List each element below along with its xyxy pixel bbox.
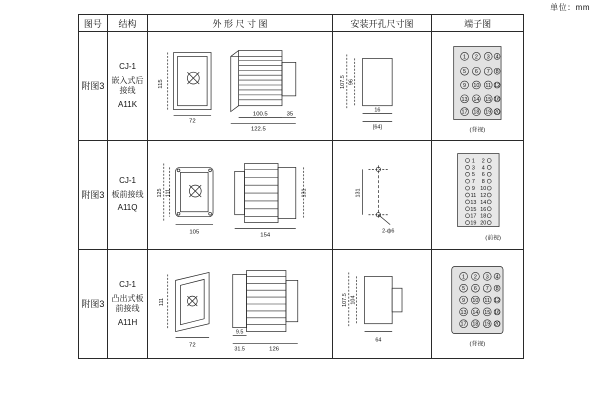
dim-label: 154 xyxy=(260,232,271,239)
dim-label: 115 xyxy=(158,79,165,89)
terminal-label: 17 xyxy=(460,321,467,328)
terminal-label: 10 xyxy=(473,82,480,89)
terminal-label: 1 xyxy=(472,158,476,165)
terminal-label: 11 xyxy=(470,192,477,199)
terminal-label: 14 xyxy=(472,309,479,316)
terminal-label: 13 xyxy=(460,309,467,316)
terminal-label: 9 xyxy=(462,298,466,305)
fig-no-text: 附图3 xyxy=(81,189,105,200)
terminal-label: 2 xyxy=(475,54,479,61)
unit-note: 单位：mm xyxy=(550,3,590,12)
spec-table xyxy=(78,14,524,359)
cell-structure-2 xyxy=(107,141,148,250)
dim-label: 31.5 xyxy=(234,346,246,353)
terminal-label: 11 xyxy=(485,82,492,89)
hole-drawing-2 xyxy=(333,141,432,249)
terminal-label: 18 xyxy=(480,213,487,220)
terminal-label: 4 xyxy=(495,274,499,281)
cell-fig-no-3 xyxy=(79,250,108,359)
outline-drawing-1 xyxy=(148,32,331,140)
terminal-label: 16 xyxy=(494,96,501,103)
cell-terminal-3 xyxy=(432,250,524,359)
terminal-label: 18 xyxy=(472,321,479,328)
dim-label: 2-ф6 xyxy=(381,228,395,235)
structure-model: A11K xyxy=(118,99,138,109)
terminal-label: 8 xyxy=(495,286,499,293)
cell-outline-1 xyxy=(148,32,332,141)
terminal-label: 6 xyxy=(475,69,479,76)
dim-label: 126 xyxy=(269,346,280,353)
terminal-label: 7 xyxy=(472,179,476,186)
terminal-label: 1 xyxy=(462,274,466,281)
table-row xyxy=(79,32,524,141)
terminal-label: 6 xyxy=(482,172,486,179)
cell-hole-2 xyxy=(332,141,432,250)
terminal-label: 20 xyxy=(494,321,501,328)
terminal-label: 4 xyxy=(482,165,486,172)
terminal-label: 17 xyxy=(470,213,477,220)
terminal-label: 14 xyxy=(480,199,487,206)
terminal-label: 12 xyxy=(494,82,501,89)
terminal-caption: (背视) xyxy=(469,341,486,348)
terminal-label: 1 xyxy=(463,54,467,61)
structure-model: A11Q xyxy=(117,203,138,213)
terminal-label: 2 xyxy=(474,274,478,281)
dim-label: 122.5 xyxy=(251,126,267,133)
header-fig-no: 图号 xyxy=(79,15,108,32)
cell-structure-1 xyxy=(107,32,148,141)
terminal-caption: (前视) xyxy=(485,235,502,242)
terminal-label: 19 xyxy=(470,220,477,227)
terminal-label: 3 xyxy=(485,274,489,281)
terminal-label: 18 xyxy=(473,109,480,116)
terminal-label: 12 xyxy=(494,298,501,305)
dim-label: 111 xyxy=(159,297,166,307)
terminal-caption: (背视) xyxy=(469,127,486,134)
dim-label: 100.5 xyxy=(253,111,269,118)
terminal-label: 3 xyxy=(472,165,476,172)
terminal-label: 19 xyxy=(485,109,492,116)
dim-label: 35 xyxy=(286,111,294,118)
terminal-label: 3 xyxy=(486,54,490,61)
header-hole: 安装开孔尺寸图 xyxy=(332,15,432,32)
hole-drawing-3 xyxy=(333,250,432,358)
cell-hole-1 xyxy=(332,32,432,141)
header-outline: 外 形 尺 寸 图 xyxy=(148,15,332,32)
dim-label: 72 xyxy=(189,342,197,349)
dim-label: 105 xyxy=(189,229,200,236)
dim-label: 96 xyxy=(348,79,355,86)
structure-model: A11H xyxy=(117,317,138,327)
terminal-label: 15 xyxy=(484,309,491,316)
cell-fig-no-2 xyxy=(79,141,108,250)
terminal-label: 9 xyxy=(463,82,467,89)
structure-code: CJ-1 xyxy=(119,62,136,71)
dim-label: 104 xyxy=(350,295,357,305)
structure-code: CJ-1 xyxy=(119,280,136,289)
terminal-label: 16 xyxy=(494,309,501,316)
dim-label: 9.5 xyxy=(236,329,244,336)
terminal-diagram-3 xyxy=(432,250,523,358)
cell-fig-no-1 xyxy=(79,32,108,141)
header-terminal: 端子图 xyxy=(432,15,524,32)
terminal-label: 19 xyxy=(484,321,491,328)
terminal-label: 6 xyxy=(474,286,478,293)
terminal-label: 10 xyxy=(472,298,479,305)
hole-drawing-1 xyxy=(333,32,432,140)
cell-terminal-2 xyxy=(432,141,524,250)
terminal-label: 16 xyxy=(480,206,487,213)
structure-desc: 嵌入式后接线 xyxy=(111,75,144,95)
terminal-label: 17 xyxy=(461,109,468,116)
outline-drawing-2 xyxy=(148,141,331,249)
dim-label: 72 xyxy=(189,118,197,125)
dim-label: [64] xyxy=(372,124,382,131)
terminal-label: 13 xyxy=(470,199,477,206)
terminal-label: 2 xyxy=(482,158,486,165)
cell-outline-2 xyxy=(148,141,332,250)
terminal-label: 9 xyxy=(472,186,476,193)
outline-drawing-3 xyxy=(148,250,331,358)
dim-label: 131 xyxy=(355,188,362,198)
dim-label: 16 xyxy=(374,107,381,114)
terminal-label: 7 xyxy=(486,69,490,76)
terminal-diagram-2 xyxy=(432,141,523,249)
terminal-label: 8 xyxy=(482,179,486,186)
terminal-label: 13 xyxy=(461,96,468,103)
terminal-label: 5 xyxy=(462,286,466,293)
terminal-label: 20 xyxy=(494,109,501,116)
terminal-label: 7 xyxy=(485,286,489,293)
terminal-label: 5 xyxy=(472,172,476,179)
terminal-label: 20 xyxy=(480,220,487,227)
cell-hole-3 xyxy=(332,250,432,359)
structure-desc: 板前接线 xyxy=(111,189,144,199)
terminal-label: 10 xyxy=(480,186,487,193)
cell-outline-3 xyxy=(148,250,332,359)
cell-structure-3 xyxy=(107,250,148,359)
terminal-label: 15 xyxy=(485,96,492,103)
terminal-label: 15 xyxy=(470,206,477,213)
terminal-label: 4 xyxy=(495,54,499,61)
dim-label: 64 xyxy=(375,337,382,344)
terminal-diagram-1 xyxy=(432,32,523,140)
cell-terminal-1 xyxy=(432,32,524,141)
terminal-label: 5 xyxy=(463,69,467,76)
table-row xyxy=(79,141,524,250)
terminal-label: 14 xyxy=(473,96,480,103)
dim-label: 107.5 xyxy=(341,293,348,307)
terminal-label: 8 xyxy=(495,69,499,76)
terminal-label: 11 xyxy=(484,298,491,305)
header-structure: 结构 xyxy=(107,15,148,32)
table-header-row xyxy=(79,15,524,32)
table-row xyxy=(79,250,524,359)
dim-label: 111 xyxy=(166,188,173,198)
structure-desc: 凸出式板前接线 xyxy=(111,293,144,313)
dim-label: 107.5 xyxy=(339,75,346,89)
terminal-label: 12 xyxy=(480,192,487,199)
structure-code: CJ-1 xyxy=(119,176,136,186)
dim-label: 125 xyxy=(157,188,164,198)
dim-label: 131 xyxy=(302,188,309,198)
fig-no-text: 附图3 xyxy=(81,298,105,309)
fig-no-text: 附图3 xyxy=(81,80,105,91)
